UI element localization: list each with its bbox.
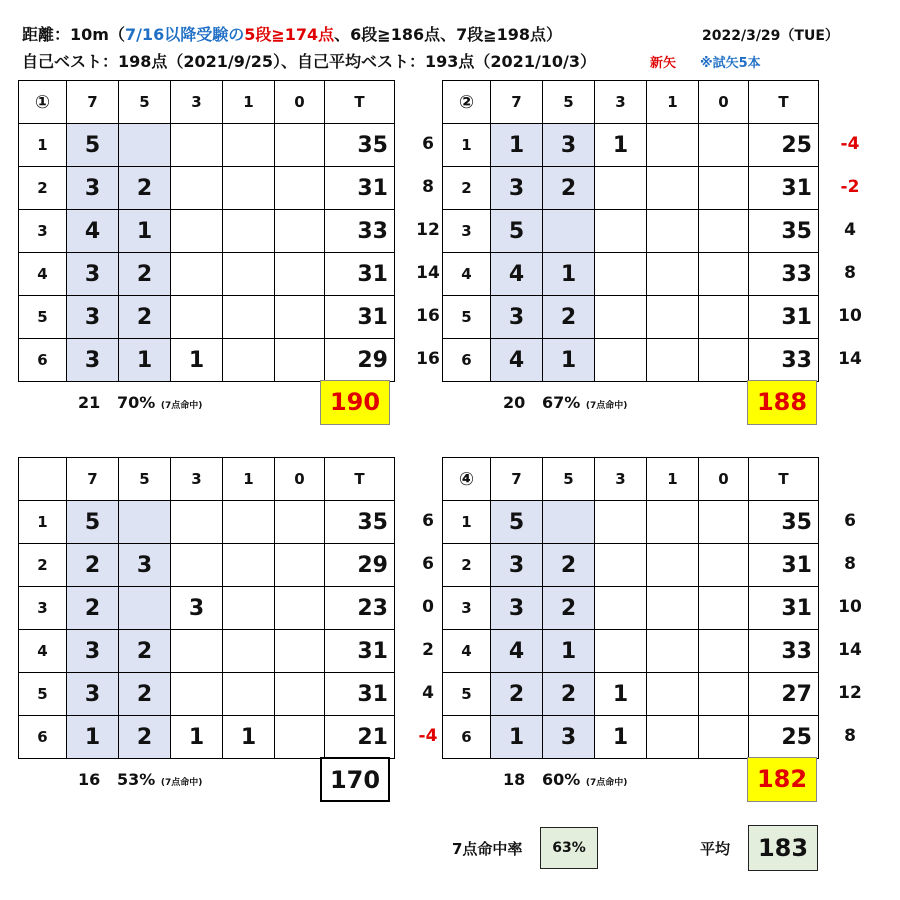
end-total: 31 [749, 587, 819, 630]
count-0-cell [275, 630, 325, 673]
end-total: 29 [325, 339, 395, 382]
running-diff: -4 [418, 726, 438, 746]
count-1-cell [647, 716, 699, 759]
count-7-cell: 3 [67, 673, 119, 716]
count-0-cell [275, 210, 325, 253]
end-total: 23 [325, 587, 395, 630]
end-total: 31 [749, 296, 819, 339]
running-diff: 6 [844, 511, 856, 531]
count-7-cell: 3 [491, 587, 543, 630]
average-label: 平均 [700, 840, 731, 858]
end-row [443, 587, 819, 630]
column-header: 0 [699, 458, 749, 501]
personal-best-line: 自己ベスト：198点（2021/9/25）、自己平均ベスト：193点（2021/10/3） [22, 52, 597, 71]
column-header: 7 [67, 458, 119, 501]
end-number: 3 [19, 587, 67, 630]
count-1-cell [223, 210, 275, 253]
column-header: 5 [543, 81, 595, 124]
count-5-cell [119, 501, 171, 544]
end-total: 31 [325, 630, 395, 673]
count-1-cell [647, 544, 699, 587]
count-7-cell: 2 [67, 587, 119, 630]
column-header: T [325, 81, 395, 124]
column-header: 7 [67, 81, 119, 124]
count-7-cell: 5 [67, 124, 119, 167]
count-3-cell [595, 253, 647, 296]
count-7-cell: 3 [67, 167, 119, 210]
end-number: 6 [19, 339, 67, 382]
end-total: 33 [749, 339, 819, 382]
score-table-round-3 [18, 457, 395, 759]
count-5-cell: 1 [543, 630, 595, 673]
count-1-cell [647, 124, 699, 167]
count-7-cell: 3 [67, 339, 119, 382]
column-header: 1 [647, 458, 699, 501]
count-1-cell [647, 630, 699, 673]
end-row [19, 210, 395, 253]
count-3-cell [171, 673, 223, 716]
count-5-cell: 2 [119, 296, 171, 339]
column-header: 3 [595, 81, 647, 124]
count-1-cell [223, 253, 275, 296]
hit-percent: 70% [116, 393, 156, 412]
end-total: 31 [325, 296, 395, 339]
running-diff: 8 [422, 177, 434, 197]
count-5-cell [543, 210, 595, 253]
hit-summary [503, 393, 627, 412]
end-number: 5 [443, 673, 491, 716]
average-value: 183 [748, 825, 818, 871]
count-5-cell: 2 [119, 716, 171, 759]
running-diff: 12 [838, 683, 862, 703]
count-7-cell: 3 [491, 296, 543, 339]
end-row [443, 253, 819, 296]
count-1-cell [223, 296, 275, 339]
count-3-cell: 1 [595, 673, 647, 716]
end-row [443, 210, 819, 253]
round-label: ① [19, 81, 67, 124]
end-number: 6 [19, 716, 67, 759]
count-1-cell [223, 544, 275, 587]
count-1-cell [223, 124, 275, 167]
count-1-cell [647, 167, 699, 210]
end-total: 33 [325, 210, 395, 253]
count-7-cell: 5 [67, 501, 119, 544]
hit-summary [78, 393, 202, 412]
count-5-cell: 2 [543, 673, 595, 716]
count-3-cell [171, 253, 223, 296]
count-7-cell: 3 [67, 630, 119, 673]
count-0-cell [275, 124, 325, 167]
count-0-cell [699, 296, 749, 339]
score-table-round-1 [18, 80, 395, 382]
column-header: 3 [171, 81, 223, 124]
column-header: 7 [491, 81, 543, 124]
count-0-cell [275, 501, 325, 544]
end-number: 6 [443, 716, 491, 759]
hit-note: (7点命中) [585, 401, 628, 411]
count-1-cell [223, 630, 275, 673]
end-number: 4 [443, 253, 491, 296]
end-total: 31 [749, 167, 819, 210]
round-label [19, 458, 67, 501]
count-7-cell: 1 [491, 716, 543, 759]
count-5-cell: 3 [543, 716, 595, 759]
score-table-round-2 [442, 80, 819, 382]
count-3-cell [171, 296, 223, 339]
hit-count: 16 [78, 770, 101, 789]
running-diff: 10 [838, 597, 862, 617]
count-3-cell [595, 167, 647, 210]
end-row [19, 544, 395, 587]
count-5-cell: 2 [543, 544, 595, 587]
count-3-cell: 3 [171, 587, 223, 630]
count-7-cell: 3 [67, 296, 119, 339]
end-total: 25 [749, 124, 819, 167]
end-total: 25 [749, 716, 819, 759]
date-label: 2022/3/29（TUE） [702, 28, 839, 44]
score-table-round-4 [442, 457, 819, 759]
end-row [19, 630, 395, 673]
hit-note: (7点命中) [585, 778, 628, 788]
count-7-cell: 1 [491, 124, 543, 167]
end-row [19, 253, 395, 296]
end-total: 31 [325, 167, 395, 210]
count-3-cell [595, 544, 647, 587]
end-total: 21 [325, 716, 395, 759]
end-number: 1 [443, 501, 491, 544]
count-7-cell: 4 [491, 630, 543, 673]
count-5-cell [119, 124, 171, 167]
column-header: T [325, 458, 395, 501]
count-0-cell [699, 673, 749, 716]
running-diff: 12 [416, 220, 440, 240]
count-0-cell [275, 587, 325, 630]
round-total: 182 [747, 757, 817, 802]
count-7-cell: 4 [491, 253, 543, 296]
column-header: 5 [119, 458, 171, 501]
count-7-cell: 4 [491, 339, 543, 382]
count-0-cell [275, 253, 325, 296]
column-header: T [749, 81, 819, 124]
round-total: 188 [747, 380, 817, 425]
end-number: 2 [19, 167, 67, 210]
end-row [443, 716, 819, 759]
end-total: 35 [325, 501, 395, 544]
count-7-cell: 2 [67, 544, 119, 587]
count-1-cell [223, 673, 275, 716]
count-1-cell [647, 587, 699, 630]
count-0-cell [699, 501, 749, 544]
count-5-cell: 3 [543, 124, 595, 167]
count-3-cell: 1 [595, 716, 647, 759]
running-diff: -2 [840, 177, 860, 197]
count-3-cell [171, 124, 223, 167]
trial-arrow-note: ※試矢5本 [700, 56, 761, 71]
end-number: 4 [443, 630, 491, 673]
count-0-cell [275, 544, 325, 587]
count-0-cell [275, 673, 325, 716]
hit-summary [78, 770, 202, 789]
count-7-cell: 2 [491, 673, 543, 716]
hit-percent: 67% [541, 393, 581, 412]
end-row [443, 673, 819, 716]
end-number: 4 [19, 630, 67, 673]
round-total: 190 [320, 380, 390, 425]
end-total: 35 [749, 501, 819, 544]
running-diff: 4 [422, 683, 434, 703]
count-0-cell [699, 716, 749, 759]
end-number: 1 [19, 124, 67, 167]
end-number: 5 [443, 296, 491, 339]
count-7-cell: 5 [491, 210, 543, 253]
count-1-cell [647, 210, 699, 253]
running-diff: 16 [416, 306, 440, 326]
round-total: 170 [320, 757, 390, 802]
count-1-cell [647, 339, 699, 382]
end-row [443, 630, 819, 673]
end-row [19, 501, 395, 544]
count-0-cell [699, 587, 749, 630]
count-5-cell [543, 501, 595, 544]
count-3-cell [595, 296, 647, 339]
column-header: 1 [223, 458, 275, 501]
column-header: 0 [275, 81, 325, 124]
column-header: 3 [595, 458, 647, 501]
end-row [443, 544, 819, 587]
running-diff: 10 [838, 306, 862, 326]
round-label: ② [443, 81, 491, 124]
end-row [19, 296, 395, 339]
count-3-cell [595, 339, 647, 382]
running-diff: 16 [416, 349, 440, 369]
count-3-cell [171, 544, 223, 587]
count-3-cell [595, 587, 647, 630]
hit-rate-label: 7点命中率 [452, 840, 523, 858]
count-0-cell [699, 124, 749, 167]
count-1-cell [647, 501, 699, 544]
count-5-cell: 1 [119, 210, 171, 253]
column-header: 1 [647, 81, 699, 124]
column-header: 5 [543, 458, 595, 501]
count-0-cell [275, 296, 325, 339]
end-number: 3 [443, 210, 491, 253]
count-1-cell [223, 501, 275, 544]
count-3-cell [171, 501, 223, 544]
hit-rate-value: 63% [540, 827, 598, 869]
count-5-cell: 1 [543, 339, 595, 382]
count-5-cell: 2 [543, 296, 595, 339]
hit-note: (7点命中) [160, 401, 203, 411]
count-5-cell: 1 [543, 253, 595, 296]
round-label: ④ [443, 458, 491, 501]
count-5-cell: 2 [119, 253, 171, 296]
end-number: 2 [19, 544, 67, 587]
end-row [443, 296, 819, 339]
count-1-cell [223, 167, 275, 210]
count-5-cell: 2 [119, 167, 171, 210]
count-5-cell [119, 587, 171, 630]
end-row [19, 124, 395, 167]
end-number: 5 [19, 673, 67, 716]
count-0-cell [699, 167, 749, 210]
count-1-cell [647, 253, 699, 296]
count-3-cell [595, 501, 647, 544]
count-0-cell [699, 210, 749, 253]
running-diff: 6 [422, 134, 434, 154]
running-diff: 8 [844, 726, 856, 746]
hit-count: 20 [503, 393, 526, 412]
count-3-cell [171, 210, 223, 253]
running-diff: 8 [844, 263, 856, 283]
end-number: 4 [19, 253, 67, 296]
hit-summary [503, 770, 627, 789]
count-7-cell: 1 [67, 716, 119, 759]
column-header: 7 [491, 458, 543, 501]
running-diff: 6 [422, 554, 434, 574]
count-3-cell: 1 [595, 124, 647, 167]
column-header: 3 [171, 458, 223, 501]
end-row [443, 501, 819, 544]
end-total: 35 [325, 124, 395, 167]
count-0-cell [275, 339, 325, 382]
end-number: 3 [19, 210, 67, 253]
end-total: 33 [749, 253, 819, 296]
count-3-cell [171, 167, 223, 210]
new-arrow-label: 新矢 [650, 56, 677, 71]
count-1-cell: 1 [223, 716, 275, 759]
running-diff: 0 [422, 597, 434, 617]
count-0-cell [699, 339, 749, 382]
column-header: 1 [223, 81, 275, 124]
count-3-cell [595, 630, 647, 673]
end-total: 33 [749, 630, 819, 673]
count-7-cell: 3 [491, 544, 543, 587]
count-7-cell: 5 [491, 501, 543, 544]
count-3-cell: 1 [171, 339, 223, 382]
hit-count: 18 [503, 770, 526, 789]
end-row [443, 124, 819, 167]
end-total: 31 [749, 544, 819, 587]
column-header: 5 [119, 81, 171, 124]
running-diff: 14 [838, 349, 862, 369]
end-number: 2 [443, 544, 491, 587]
count-0-cell [699, 544, 749, 587]
count-1-cell [647, 673, 699, 716]
count-3-cell [595, 210, 647, 253]
distance-header: 距離：10m（7/16以降受験の5段≧174点、6段≧186点、7段≧198点） [22, 25, 563, 44]
count-0-cell [275, 167, 325, 210]
running-diff: 14 [416, 263, 440, 283]
end-total: 31 [325, 673, 395, 716]
hit-percent: 53% [116, 770, 156, 789]
end-total: 31 [325, 253, 395, 296]
running-diff: 4 [844, 220, 856, 240]
end-row [19, 167, 395, 210]
count-0-cell [275, 716, 325, 759]
count-7-cell: 4 [67, 210, 119, 253]
count-3-cell: 1 [171, 716, 223, 759]
count-5-cell: 2 [119, 673, 171, 716]
count-1-cell [647, 296, 699, 339]
running-diff: 8 [844, 554, 856, 574]
end-row [443, 167, 819, 210]
running-diff: 2 [422, 640, 434, 660]
count-3-cell [171, 630, 223, 673]
end-row [19, 587, 395, 630]
end-total: 35 [749, 210, 819, 253]
end-number: 5 [19, 296, 67, 339]
hit-note: (7点命中) [160, 778, 203, 788]
column-header: 0 [699, 81, 749, 124]
hit-percent: 60% [541, 770, 581, 789]
running-diff: 6 [422, 511, 434, 531]
count-5-cell: 2 [119, 630, 171, 673]
count-0-cell [699, 630, 749, 673]
count-7-cell: 3 [67, 253, 119, 296]
end-number: 6 [443, 339, 491, 382]
end-row [19, 716, 395, 759]
end-number: 1 [443, 124, 491, 167]
running-diff: 14 [838, 640, 862, 660]
count-7-cell: 3 [491, 167, 543, 210]
hit-count: 21 [78, 393, 101, 412]
end-total: 29 [325, 544, 395, 587]
running-diff: -4 [840, 134, 860, 154]
end-row [19, 339, 395, 382]
end-number: 1 [19, 501, 67, 544]
column-header: 0 [275, 458, 325, 501]
count-5-cell: 1 [119, 339, 171, 382]
end-number: 3 [443, 587, 491, 630]
count-1-cell [223, 339, 275, 382]
end-row [19, 673, 395, 716]
count-1-cell [223, 587, 275, 630]
count-0-cell [699, 253, 749, 296]
count-5-cell: 2 [543, 167, 595, 210]
column-header: T [749, 458, 819, 501]
end-row [443, 339, 819, 382]
end-total: 27 [749, 673, 819, 716]
end-number: 2 [443, 167, 491, 210]
count-5-cell: 2 [543, 587, 595, 630]
count-5-cell: 3 [119, 544, 171, 587]
